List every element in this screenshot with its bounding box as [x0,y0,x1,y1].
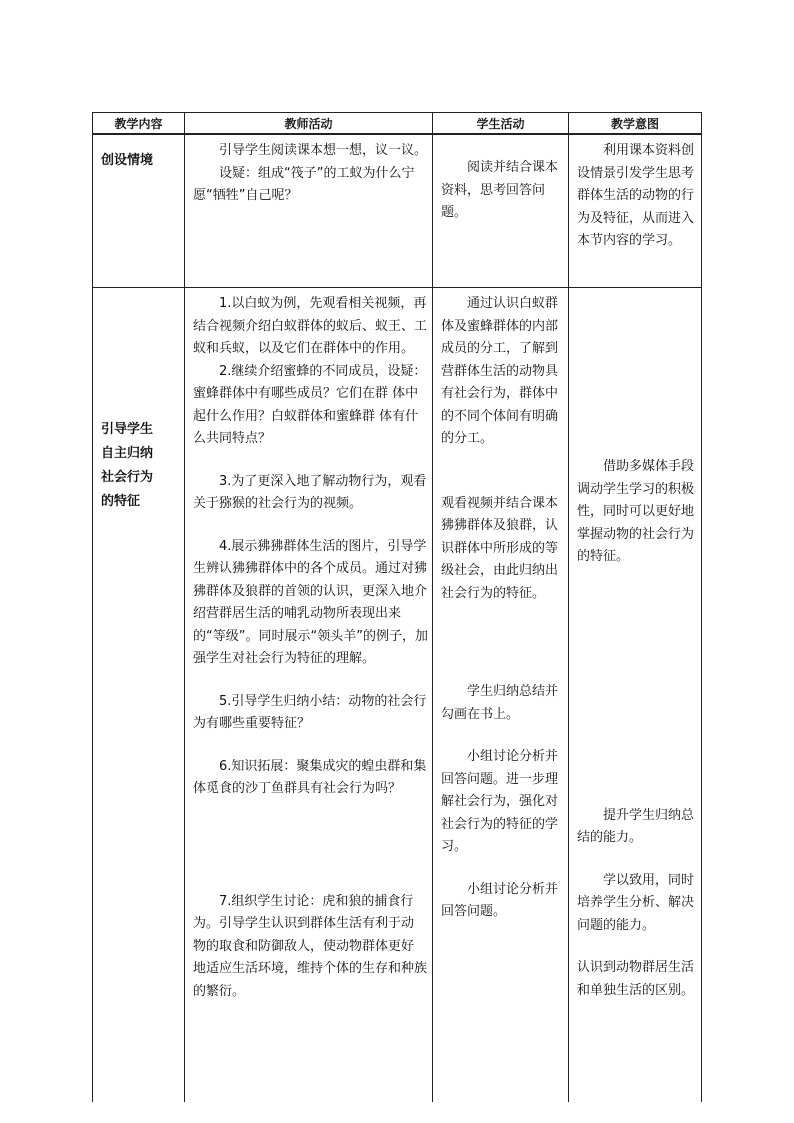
student-paragraph: 小组讨论分析并回答问题。 [441,881,559,919]
table-row [93,288,702,1103]
content-label-line: 引导学生 [101,422,154,437]
student-paragraph: 阅读并结合课本资料，思考回答问题。 [441,160,559,220]
header-teacher: 教师活动 [185,113,433,135]
intent-paragraph: 借助多媒体手段调动学生学习的积极性，同时可以更好地掌握动物的社会行为的特征。 [577,459,695,564]
header-row [93,113,702,135]
teacher-paragraph: 6.知识拓展：聚集成灾的蝗虫群和集体觅食的沙丁鱼群具有社会行为吗？ [193,758,427,796]
content-label-line: 社会行为 [101,470,154,485]
intent-cell [569,288,702,1103]
student-cell [433,288,569,1103]
teacher-cell [185,288,433,1103]
content-cell [93,134,185,288]
header-intent: 教学意图 [569,113,702,135]
intent-paragraph: 提升学生归纳总结的能力。 [577,807,695,845]
teacher-paragraph: 2.继续介绍蜜蜂的不同成员，设疑：蜜蜂群体中有哪些成员？它们在群 体中起什么作用？白蚁群体和蜜蜂群 体有什么共同特点？ [193,363,427,446]
teacher-paragraph: 7.组织学生讨论：虎和狼的捕食行为。引导学生认识到群体生活有利于动 物的取食和防御敌人，使动物群体更好 地适应生活环境，维持个体的生存和种族的繁衍。 [193,893,428,999]
teacher-paragraph: 1.以白蚁为例，先观看相关视频，再结合视频介绍白蚁群体的蚁后、蚁王、工蚁和兵蚁，以及它们在群体中的作用。 [193,296,428,356]
teacher-cell [185,134,433,288]
teacher-paragraph: 设疑：组成“筏子”的工蚁为什么宁愿“牺牲”自己呢？ [193,165,415,203]
student-paragraph: 观看视频并结合课本狒狒群体及狼群，认识群体中所形成的等级社会，由此归纳出社会行为的特征。 [441,495,559,601]
intent-cell [569,134,702,288]
student-paragraph: 小组讨论分析并回答问题。进一步理解社会行为，强化对社会行为的特征的学习。 [441,749,559,854]
table-row [93,134,702,288]
content-label-line: 的特征 [101,494,141,509]
student-paragraph: 通过认识白蚁群体及蜜蜂群体的内部成员的分工，了解到营群体生活的动物具有社会行为，群体中的不同个体间有明确的分工。 [441,296,559,446]
teacher-paragraph: 5.引导学生归纳小结：动物的社会行为有哪些重要特征？ [193,693,427,731]
content-label-line: 创设情境 [101,153,154,168]
content-cell [93,288,185,1103]
intent-paragraph: 学以致用，同时培养学生分析、解决问题的能力。 [577,872,695,933]
teacher-paragraph: 4.展示狒狒群体生活的图片，引导学生辨认狒狒群体中的各个成员。通过对狒狒群体及狼群的首领的认识，更深入地介绍营群居生活的哺乳动物所表现出来的“等级”。同时展示“领头羊”的例子，加强学生对社会行为特征的理解。 [193,538,428,666]
intent-paragraph: 利用课本资料创设情景引发学生思考群体生活的动物的行为及特征，从而进入本节内容的学习。 [577,143,695,248]
intent-paragraph: 认识到动物群居生活和单独生活的区别。 [577,960,695,998]
lesson-plan-table [92,112,702,1102]
header-content: 教学内容 [93,113,185,135]
content-label-line: 自主归纳 [101,446,154,461]
header-student: 学生活动 [433,113,569,135]
student-cell [433,134,569,288]
teacher-paragraph: 3.为了更深入地了解动物行为，观看关于猕猴的社会行为的视频。 [193,473,427,511]
student-paragraph: 学生归纳总结并勾画在书上。 [441,684,559,722]
teacher-paragraph: 引导学生阅读课本想一想，议一议。 [219,143,428,158]
